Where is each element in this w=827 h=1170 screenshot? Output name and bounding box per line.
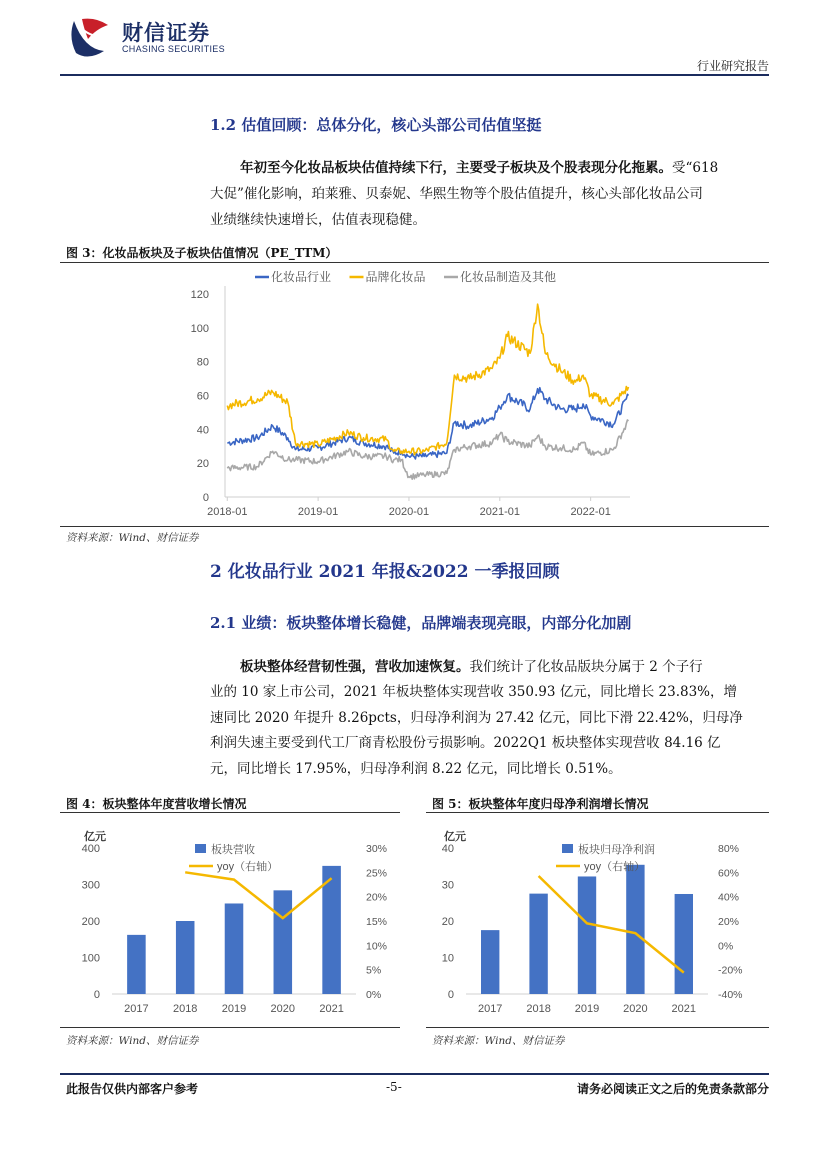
- footer-left: 此报告仅供内部客户参考: [66, 1082, 199, 1096]
- section-2-line1: 我们统计了化妆品版块分属于 2 个子行: [469, 659, 703, 675]
- y2-tick-label: 80%: [718, 843, 740, 855]
- section-1-2-line3: 业绩继续快速增长，估值表现稳健。: [210, 211, 426, 228]
- section-2-line3: 速同比 2020 年提升 8.26pcts，归母净利润为 27.42 亿元，同比下滑 22.42%，归母净: [210, 709, 743, 726]
- y-tick-label: 120: [190, 289, 209, 301]
- y-tick-label: 60: [196, 390, 209, 403]
- y2-tick-label: 0%: [718, 940, 734, 953]
- logo: [66, 15, 226, 59]
- figure4-bottom-rule: [60, 1027, 400, 1028]
- y2-tick-label: 60%: [718, 867, 740, 880]
- footer-right: 请务必阅读正文之后的免责条款部分: [576, 1082, 769, 1096]
- y-tick-label: 30: [441, 879, 454, 892]
- y-tick-label: 20: [441, 916, 454, 928]
- figure5-source: 资料来源：Wind、财信证券: [432, 1035, 565, 1047]
- bar: [274, 890, 293, 994]
- y-tick-label: 40: [196, 424, 209, 437]
- x-tick-label: 2017: [477, 1003, 503, 1015]
- figure5-top-rule: [426, 812, 769, 813]
- section-2-paragraph: [240, 655, 780, 681]
- y-tick-label: 100: [190, 322, 209, 335]
- section-2-lead: 板块整体经营韧性强，营收加速恢复。: [240, 659, 470, 675]
- y-tick-label: 0: [93, 989, 100, 1001]
- bar: [176, 921, 195, 994]
- legend-label-bar: 板块营收: [211, 844, 255, 856]
- y-tick-label: 80: [196, 356, 209, 369]
- legend-label: 化妆品行业: [271, 270, 332, 284]
- section-1-2-lead: 年初至今化妆品板块估值持续下行，主要受子板块及个股表现分化拖累。: [240, 160, 672, 176]
- y2-tick-label: 40%: [718, 891, 740, 904]
- net-profit-chart: [426, 814, 769, 1026]
- figure4-caption: 图 4：板块整体年度营收增长情况: [66, 797, 247, 811]
- logo-en-text: CHASING SECURITIES: [122, 44, 225, 54]
- figure3-bottom-rule: [60, 526, 769, 527]
- x-tick-label: 2018: [526, 1003, 551, 1015]
- x-tick-label: 2018: [172, 1003, 198, 1015]
- section-1-2-paragraph: [240, 156, 780, 182]
- figure5-bottom-rule: [426, 1027, 769, 1028]
- bar: [578, 876, 596, 994]
- x-tick-label: 2017: [124, 1003, 149, 1015]
- x-tick-label: 2020: [623, 1003, 648, 1015]
- yoy-line: [539, 876, 684, 973]
- bar: [626, 865, 644, 994]
- bar: [481, 930, 499, 994]
- x-tick-label: 2021: [319, 1003, 344, 1015]
- section-2-continuation: [210, 680, 790, 782]
- y2-tick-label: 25%: [366, 867, 388, 880]
- figure3-caption: 图 3：化妆品板块及子板块估值情况（PE_TTM）: [66, 246, 338, 260]
- x-tick-label: 2021: [671, 1003, 697, 1015]
- y2-tick-label: 30%: [366, 843, 388, 855]
- bar: [127, 935, 146, 994]
- y-tick-label: 0: [202, 492, 209, 504]
- legend-swatch-bar: [195, 844, 206, 853]
- legend-label-bar: 板块归母净利润: [578, 844, 655, 856]
- legend-label: 化妆品制造及其他: [460, 270, 557, 284]
- series-line-1: [227, 388, 628, 459]
- x-tick-label: 2019-01: [297, 506, 339, 518]
- section-2-line2: 业的 10 家上市公司，2021 年板块整体实现营收 350.93 亿元，同比增长 23.83%，增: [210, 684, 737, 700]
- logo-cn-text: 财信证券: [122, 21, 210, 45]
- section-1-2-line2: 大促”催化影响，珀莱雅、贝泰妮、华熙生物等个股估值提升，核心头部化妆品公司: [210, 186, 703, 202]
- x-tick-label: 2021-01: [479, 506, 520, 518]
- x-tick-label: 2019: [574, 1003, 600, 1015]
- bar: [225, 903, 244, 994]
- bar: [675, 894, 693, 994]
- y2-tick-label: 10%: [366, 940, 388, 953]
- yoy-line: [185, 872, 331, 918]
- y-tick-label: 400: [81, 843, 100, 855]
- y2-tick-label: 15%: [366, 916, 388, 928]
- section-1-2-continuation: [210, 182, 790, 233]
- section-1-2-title: 1.2 估值回顾：总体分化，核心头部公司估值坚挺: [210, 116, 542, 134]
- header-rule: [60, 74, 769, 76]
- y-tick-label: 20: [196, 458, 209, 471]
- y-tick-label: 10: [441, 952, 454, 965]
- figure4-source: 资料来源：Wind、财信证券: [66, 1035, 199, 1047]
- y2-tick-label: 0%: [366, 989, 382, 1001]
- x-tick-label: 2018-01: [207, 506, 248, 518]
- y2-tick-label: 20%: [366, 891, 388, 904]
- y-tick-label: 200: [81, 916, 100, 928]
- y2-tick-label: 20%: [718, 916, 740, 928]
- legend-label-line: yoy（右轴）: [217, 861, 279, 873]
- figure3-source: 资料来源：Wind、财信证券: [66, 532, 199, 544]
- y2-tick-label: -20%: [718, 964, 743, 977]
- figure4-top-rule: [60, 812, 400, 813]
- legend-label: 品牌化妆品: [365, 270, 426, 284]
- y2-tick-label: -40%: [718, 989, 743, 1001]
- y2-tick-label: 5%: [366, 964, 382, 977]
- x-tick-label: 2020: [270, 1003, 296, 1015]
- legend-swatch-bar: [562, 844, 573, 853]
- figure3-top-rule: [60, 262, 769, 263]
- figure5-caption: 图 5：板块整体年度归母净利润增长情况: [432, 797, 649, 811]
- y-tick-label: 40: [441, 843, 454, 855]
- y-tick-label: 0: [447, 989, 454, 1001]
- page-number: -5-: [386, 1080, 402, 1094]
- legend-label-line: yoy（右轴）: [584, 861, 646, 873]
- x-tick-label: 2020-01: [388, 506, 430, 518]
- y-unit-label: 亿元: [84, 831, 106, 843]
- y-tick-label: 100: [81, 952, 100, 965]
- report-type: 行业研究报告: [696, 59, 769, 73]
- pe-ttm-chart: [60, 264, 769, 526]
- y-unit-label: 亿元: [444, 831, 466, 843]
- y-tick-label: 300: [81, 879, 100, 892]
- series-line-2: [227, 304, 628, 455]
- footer-rule: [60, 1073, 769, 1075]
- bar: [529, 894, 547, 994]
- x-tick-label: 2019: [221, 1003, 247, 1015]
- section-2-line4: 利润失速主要受到代工厂商青松股份亏损影响。2022Q1 板块整体实现营收 84.16 亿: [210, 735, 721, 751]
- section-2-line5: 元，同比增长 17.95%，归母净利润 8.22 亿元，同比增长 0.51%。: [210, 760, 622, 777]
- x-tick-label: 2022-01: [570, 506, 611, 518]
- section-2-1-title: 2.1 业绩：板块整体增长稳健，品牌端表现亮眼，内部分化加剧: [210, 614, 632, 632]
- section-1-2-line1: 受“618: [672, 160, 719, 176]
- section-2-title: 2 化妆品行业 2021 年报&2022 一季报回顾: [210, 562, 560, 582]
- logo-emblem-icon: [66, 15, 114, 59]
- revenue-chart: [60, 814, 400, 1026]
